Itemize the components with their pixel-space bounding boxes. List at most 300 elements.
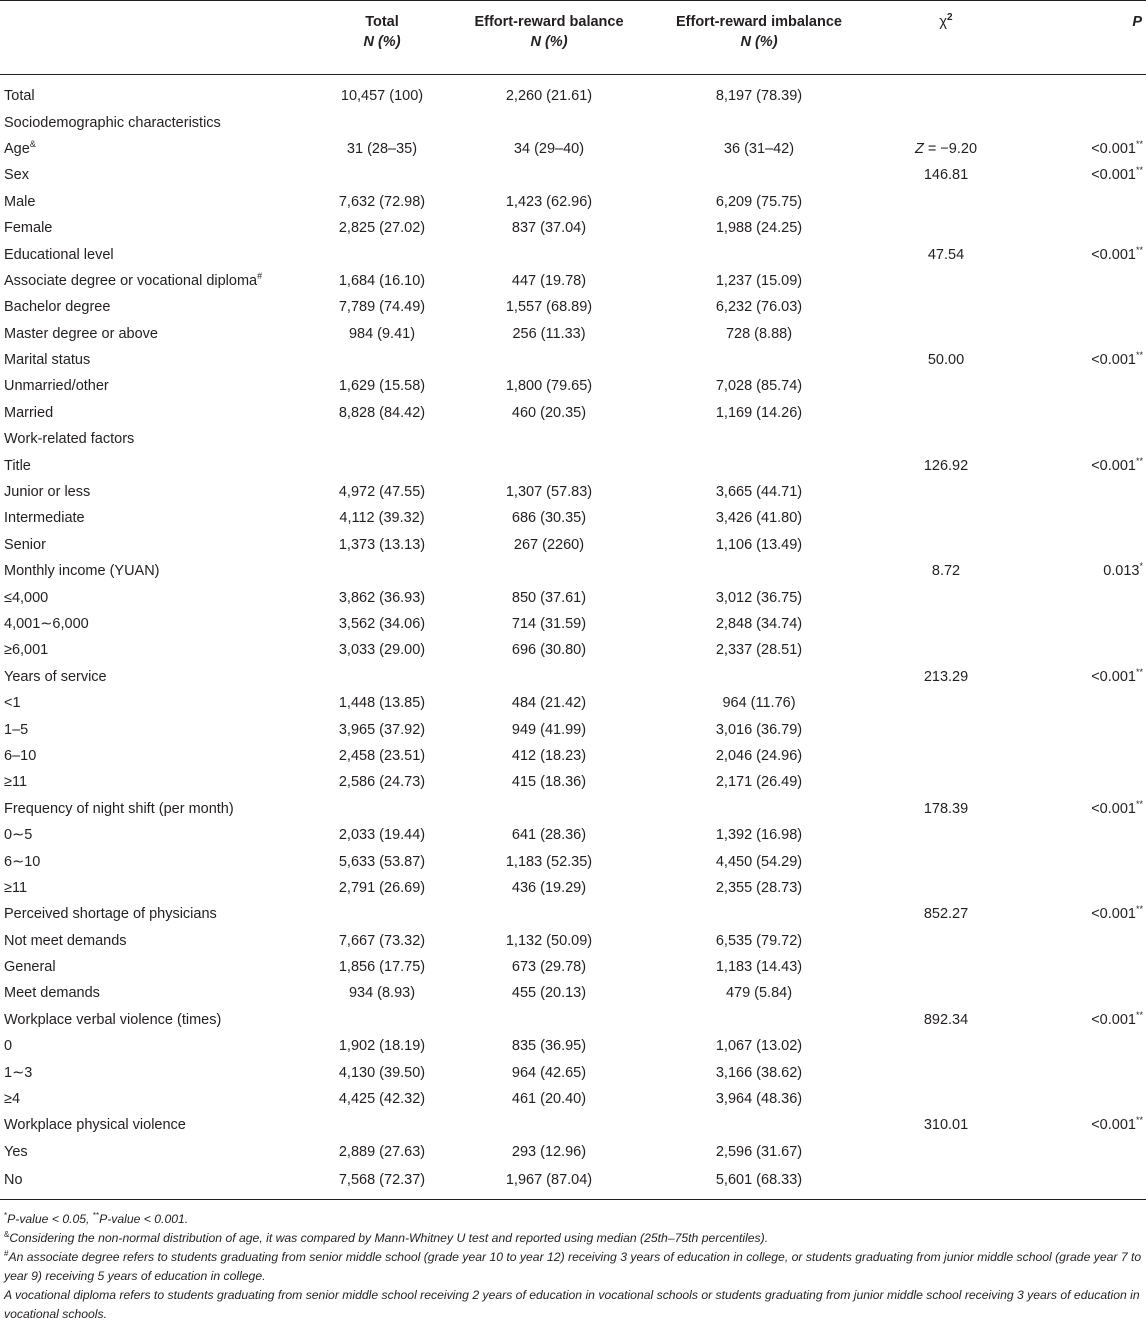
table-row — [0, 822, 1146, 848]
table-row — [0, 347, 1146, 373]
table-row — [0, 901, 1146, 927]
cell-statistic — [884, 532, 1008, 558]
row-label-text: ≥11 — [4, 879, 28, 896]
cell-p-value — [1008, 928, 1146, 954]
cell-statistic — [884, 162, 1008, 188]
row-label — [0, 980, 300, 1006]
cell-total-text: 3,562 (34.06) — [338, 616, 426, 632]
cell-balance — [464, 875, 634, 901]
cell-balance-text: 686 (30.35) — [511, 510, 587, 527]
header-blank — [0, 1, 300, 35]
table-body — [0, 75, 1146, 1200]
chi-symbol: χ — [939, 14, 948, 30]
cell-balance — [464, 664, 634, 690]
row-label-text: Male — [4, 193, 36, 210]
cell-p-value — [1008, 848, 1146, 874]
table-row — [0, 1112, 1146, 1138]
row-label — [0, 294, 300, 320]
table-row — [0, 294, 1146, 320]
table-row — [0, 664, 1146, 690]
cell-statistic — [884, 611, 1008, 637]
cell-total — [300, 743, 464, 769]
header-total: Total — [300, 1, 464, 35]
cell-balance-text: 964 (42.65) — [511, 1064, 587, 1081]
cell-imbalance-text: 2,171 (26.49) — [715, 774, 803, 791]
cell-balance — [464, 1139, 634, 1165]
cell-imbalance — [634, 716, 884, 742]
table-row — [0, 584, 1146, 610]
cell-p-value — [1008, 637, 1146, 663]
row-label-text: Intermediate — [4, 510, 85, 527]
cell-imbalance — [634, 954, 884, 980]
cell-p-value — [1008, 716, 1146, 742]
row-label-text: Educational level — [4, 246, 114, 263]
cell-statistic — [884, 637, 1008, 663]
cell-total — [300, 1112, 464, 1138]
cell-p-value-text: <0.001 — [1091, 800, 1136, 817]
cell-balance-text: 673 (29.78) — [511, 959, 587, 976]
cell-balance-text: 696 (30.80) — [511, 642, 587, 659]
cell-balance-text: 1,183 (52.35) — [505, 853, 593, 870]
cell-imbalance-text: 3,426 (41.80) — [715, 510, 803, 527]
cell-imbalance-text: 2,596 (31.67) — [715, 1143, 803, 1160]
cell-p-value-text: 0.013 — [1103, 563, 1140, 580]
row-label — [0, 716, 300, 742]
table-row — [0, 637, 1146, 663]
row-label — [0, 1139, 300, 1165]
cell-total — [300, 796, 464, 822]
cell-imbalance-text: 479 (5.84) — [725, 985, 793, 1002]
row-label — [0, 109, 300, 135]
cell-p-value-text: <0.001 — [1091, 668, 1136, 685]
table-row — [0, 716, 1146, 742]
cell-balance-text: 641 (28.36) — [511, 827, 587, 844]
cell-imbalance — [634, 690, 884, 716]
row-label-text: Master degree or above — [4, 325, 158, 342]
cell-statistic — [884, 1033, 1008, 1059]
cell-total — [300, 1139, 464, 1165]
cell-total — [300, 1059, 464, 1085]
cell-imbalance — [634, 136, 884, 162]
header-imbalance: Effort-reward imbalance — [634, 1, 884, 35]
cell-p-value — [1008, 822, 1146, 848]
cell-balance-text: 455 (20.13) — [511, 985, 587, 1002]
cell-p-value — [1008, 532, 1146, 558]
footnote-mark-single: * — [4, 1210, 8, 1220]
row-label — [0, 321, 300, 347]
footnote-age — [4, 1229, 1142, 1248]
cell-total-text: 2,889 (27.63) — [338, 1143, 426, 1160]
table-row — [0, 743, 1146, 769]
row-label — [0, 690, 300, 716]
table-row — [0, 1033, 1146, 1059]
cell-p-value — [1008, 743, 1146, 769]
row-label — [0, 637, 300, 663]
cell-p-value-superscript: ** — [1135, 904, 1143, 915]
cell-statistic — [884, 1086, 1008, 1112]
cell-statistic-text: Z = −9.20 — [914, 140, 978, 157]
cell-p-value — [1008, 1112, 1146, 1138]
cell-imbalance-text: 964 (11.76) — [722, 695, 796, 712]
cell-total — [300, 611, 464, 637]
cell-total-text: 8,828 (84.42) — [338, 404, 426, 421]
row-label — [0, 664, 300, 690]
cell-imbalance-text: 1,988 (24.25) — [715, 220, 803, 237]
cell-balance — [464, 1059, 634, 1085]
cell-statistic — [884, 400, 1008, 426]
cell-statistic — [884, 109, 1008, 135]
cell-p-value — [1008, 75, 1146, 110]
cell-imbalance — [634, 452, 884, 478]
row-label — [0, 479, 300, 505]
cell-statistic — [884, 848, 1008, 874]
cell-balance — [464, 743, 634, 769]
table-row — [0, 75, 1146, 110]
cell-statistic — [884, 1059, 1008, 1085]
cell-imbalance-text: 5,601 (68.33) — [715, 1172, 803, 1189]
cell-p-value-text: <0.001 — [1091, 457, 1136, 474]
cell-p-value-text: <0.001 — [1091, 352, 1136, 369]
cell-total — [300, 452, 464, 478]
cell-p-value-superscript: ** — [1135, 244, 1143, 255]
cell-p-value-superscript: ** — [1135, 350, 1143, 361]
cell-imbalance-text: 1,169 (14.26) — [715, 404, 803, 421]
footnote-associate-degree — [4, 1248, 1142, 1286]
cell-balance-text: 1,800 (79.65) — [505, 378, 593, 395]
cell-statistic — [884, 928, 1008, 954]
cell-total — [300, 716, 464, 742]
cell-balance-text: 412 (18.23) — [511, 747, 587, 764]
row-label-text: 6–10 — [4, 747, 37, 764]
cell-total — [300, 479, 464, 505]
cell-statistic — [884, 690, 1008, 716]
cell-total — [300, 505, 464, 531]
cell-balance-text: 949 (41.99) — [511, 721, 587, 738]
cell-p-value — [1008, 1165, 1146, 1200]
row-label-text: Perceived shortage of physicians — [4, 906, 217, 923]
cell-p-value-text: <0.001 — [1091, 140, 1136, 157]
cell-p-value-superscript: ** — [1135, 455, 1143, 466]
cell-statistic-text: 126.92 — [923, 457, 969, 474]
row-label-text: Associate degree or vocational diploma — [4, 272, 258, 289]
table-row — [0, 452, 1146, 478]
footnotes — [0, 1200, 1146, 1324]
cell-balance — [464, 75, 634, 110]
cell-balance — [464, 980, 634, 1006]
cell-p-value — [1008, 479, 1146, 505]
cell-balance-text: 835 (36.95) — [511, 1038, 587, 1055]
cell-total — [300, 769, 464, 795]
cell-total-text: 7,667 (73.32) — [338, 932, 426, 949]
cell-statistic — [884, 875, 1008, 901]
cell-p-value — [1008, 347, 1146, 373]
cell-imbalance — [634, 400, 884, 426]
cell-p-value-superscript: ** — [1135, 666, 1143, 677]
table-row — [0, 189, 1146, 215]
cell-total-text: 2,033 (19.44) — [338, 827, 426, 844]
cell-statistic-text: 8.72 — [931, 563, 961, 580]
cell-imbalance — [634, 162, 884, 188]
row-label — [0, 532, 300, 558]
table-row — [0, 875, 1146, 901]
cell-p-value-superscript: ** — [1135, 1010, 1143, 1021]
cell-p-value — [1008, 136, 1146, 162]
subheader-total-n: N (%) — [300, 34, 464, 75]
cell-balance-text: 2,260 (21.61) — [505, 88, 593, 105]
table-row — [0, 769, 1146, 795]
row-label — [0, 75, 300, 110]
cell-total — [300, 558, 464, 584]
table-row — [0, 241, 1146, 267]
table-row — [0, 796, 1146, 822]
cell-imbalance-text: 36 (31–42) — [723, 140, 795, 157]
cell-p-value — [1008, 1139, 1146, 1165]
row-label-text: Sociodemographic characteristics — [4, 114, 221, 131]
cell-statistic — [884, 426, 1008, 452]
cell-imbalance — [634, 1033, 884, 1059]
cell-balance — [464, 321, 634, 347]
row-label-text: Marital status — [4, 352, 91, 369]
cell-total-text: 31 (28–35) — [346, 140, 418, 157]
cell-statistic — [884, 1139, 1008, 1165]
cell-imbalance — [634, 1007, 884, 1033]
cell-p-value — [1008, 373, 1146, 399]
cell-balance-text: 461 (20.40) — [511, 1091, 587, 1108]
cell-total — [300, 637, 464, 663]
table-row — [0, 980, 1146, 1006]
cell-imbalance — [634, 848, 884, 874]
cell-balance — [464, 769, 634, 795]
row-label-text: Sex — [4, 167, 29, 184]
cell-balance — [464, 954, 634, 980]
cell-total-text: 2,825 (27.02) — [338, 220, 426, 237]
cell-p-value — [1008, 769, 1146, 795]
row-label — [0, 162, 300, 188]
cell-p-value — [1008, 452, 1146, 478]
cell-imbalance-text: 3,012 (36.75) — [715, 589, 803, 606]
cell-total-text: 7,789 (74.49) — [338, 299, 426, 316]
cell-imbalance — [634, 1139, 884, 1165]
cell-balance — [464, 189, 634, 215]
cell-statistic — [884, 347, 1008, 373]
row-label — [0, 373, 300, 399]
cell-p-value — [1008, 215, 1146, 241]
subheader-chi-blank — [884, 34, 1008, 75]
cell-statistic-text: 213.29 — [923, 668, 969, 685]
cell-statistic — [884, 1165, 1008, 1200]
cell-imbalance-text: 2,337 (28.51) — [715, 642, 803, 659]
cell-imbalance — [634, 189, 884, 215]
cell-imbalance-text: 4,450 (54.29) — [715, 853, 803, 870]
cell-total — [300, 875, 464, 901]
cell-total-text: 934 (8.93) — [348, 985, 416, 1002]
cell-total — [300, 584, 464, 610]
row-label — [0, 347, 300, 373]
cell-statistic — [884, 136, 1008, 162]
cell-total-text: 7,632 (72.98) — [338, 193, 426, 210]
row-label-text: ≤4,000 — [4, 589, 49, 606]
row-label-text: Female — [4, 220, 53, 237]
cell-total-text: 10,457 (100) — [340, 88, 424, 105]
cell-total-text: 1,684 (16.10) — [338, 272, 426, 289]
cell-imbalance — [634, 611, 884, 637]
row-label — [0, 268, 300, 294]
cell-imbalance — [634, 479, 884, 505]
row-label-text: <1 — [4, 695, 21, 712]
cell-balance-text: 1,423 (62.96) — [505, 193, 593, 210]
cell-statistic — [884, 664, 1008, 690]
cell-statistic — [884, 321, 1008, 347]
cell-balance — [464, 241, 634, 267]
cell-total — [300, 75, 464, 110]
cell-balance — [464, 848, 634, 874]
cell-imbalance-text: 6,535 (79.72) — [715, 932, 803, 949]
cell-total — [300, 1007, 464, 1033]
footnote-text: Considering the non-normal distribution of age, it was compared by Mann-Whitney U test and reported using median (25th–75th percentiles). — [9, 1231, 769, 1246]
row-label — [0, 1007, 300, 1033]
cell-p-value — [1008, 1007, 1146, 1033]
table-row — [0, 611, 1146, 637]
cell-balance — [464, 505, 634, 531]
cell-total-text: 4,130 (39.50) — [338, 1064, 426, 1081]
cell-imbalance-text: 3,166 (38.62) — [715, 1064, 803, 1081]
cell-p-value — [1008, 321, 1146, 347]
cell-imbalance — [634, 109, 884, 135]
cell-total — [300, 215, 464, 241]
cell-p-value — [1008, 611, 1146, 637]
cell-imbalance — [634, 1165, 884, 1200]
cell-p-value-text: <0.001 — [1091, 1117, 1136, 1134]
cell-imbalance-text: 1,106 (13.49) — [715, 536, 803, 553]
cell-imbalance — [634, 321, 884, 347]
cell-statistic — [884, 452, 1008, 478]
footnote-mark-ampersand: & — [4, 1229, 10, 1239]
footnote-text: P-value < 0.05, — [7, 1212, 93, 1227]
cell-statistic — [884, 558, 1008, 584]
cell-balance — [464, 690, 634, 716]
cell-balance-text: 1,132 (50.09) — [505, 932, 593, 949]
row-label — [0, 875, 300, 901]
cell-p-value — [1008, 690, 1146, 716]
cell-total-text: 3,033 (29.00) — [338, 642, 426, 659]
cell-balance — [464, 479, 634, 505]
cell-total-text: 4,112 (39.32) — [339, 510, 425, 527]
row-label — [0, 796, 300, 822]
cell-p-value — [1008, 268, 1146, 294]
row-label-text: ≥6,001 — [4, 642, 49, 659]
row-label — [0, 769, 300, 795]
cell-statistic — [884, 1112, 1008, 1138]
table-row — [0, 954, 1146, 980]
cell-balance — [464, 822, 634, 848]
cell-statistic — [884, 716, 1008, 742]
cell-imbalance — [634, 664, 884, 690]
subheader-balance-n: N (%) — [464, 34, 634, 75]
row-label-text: 0∼5 — [4, 827, 33, 844]
cell-total — [300, 268, 464, 294]
cell-imbalance-text: 728 (8.88) — [725, 325, 793, 342]
cell-balance-text: 850 (37.61) — [511, 589, 587, 606]
row-label-text: General — [4, 959, 56, 976]
table-row — [0, 532, 1146, 558]
row-label — [0, 1165, 300, 1200]
cell-total — [300, 294, 464, 320]
cell-p-value — [1008, 426, 1146, 452]
cell-imbalance — [634, 268, 884, 294]
cell-total — [300, 822, 464, 848]
cell-p-value-superscript: * — [1139, 561, 1143, 572]
cell-imbalance — [634, 241, 884, 267]
cell-balance-text: 484 (21.42) — [511, 695, 587, 712]
cell-balance-text: 447 (19.78) — [511, 272, 587, 289]
cell-total — [300, 980, 464, 1006]
cell-imbalance-text: 2,046 (24.96) — [715, 747, 803, 764]
cell-statistic — [884, 1007, 1008, 1033]
row-label-text: Bachelor degree — [4, 299, 111, 316]
cell-statistic-text: 892.34 — [923, 1011, 969, 1028]
cell-imbalance-text: 6,209 (75.75) — [715, 193, 803, 210]
cell-balance — [464, 1007, 634, 1033]
cell-imbalance-text: 1,067 (13.02) — [715, 1038, 803, 1055]
cell-total — [300, 928, 464, 954]
row-label-text: ≥4 — [4, 1091, 21, 1108]
cell-balance — [464, 532, 634, 558]
cell-balance-text: 714 (31.59) — [511, 616, 587, 632]
cell-statistic — [884, 479, 1008, 505]
cell-statistic — [884, 189, 1008, 215]
row-label-text: 1∼3 — [4, 1064, 33, 1081]
cell-p-value — [1008, 241, 1146, 267]
row-label-text: Married — [4, 404, 54, 421]
cell-balance-text: 256 (11.33) — [512, 325, 586, 342]
cell-imbalance — [634, 505, 884, 531]
footnote-text: An associate degree refers to students graduating from senior middle school (grade year 10 to year 12) receiving 3 years of education in college, or students graduating from junior middle school (grade year 7 to year 9) receiving 5 years of education in college. — [4, 1250, 1142, 1284]
row-label — [0, 822, 300, 848]
cell-p-value — [1008, 584, 1146, 610]
cell-imbalance — [634, 822, 884, 848]
row-label-text: Unmarried/other — [4, 378, 109, 395]
table-row — [0, 479, 1146, 505]
header-p: P — [1008, 1, 1146, 35]
row-label — [0, 1086, 300, 1112]
cell-total — [300, 400, 464, 426]
row-label — [0, 189, 300, 215]
row-label-superscript: # — [257, 271, 263, 282]
cell-imbalance-text: 3,665 (44.71) — [715, 484, 803, 501]
cell-imbalance-text: 7,028 (85.74) — [715, 378, 803, 395]
cell-imbalance-text: 1,183 (14.43) — [715, 959, 803, 976]
cell-p-value — [1008, 901, 1146, 927]
cell-statistic — [884, 75, 1008, 110]
cell-total-text: 1,629 (15.58) — [338, 378, 426, 395]
cell-balance — [464, 136, 634, 162]
table-row — [0, 1139, 1146, 1165]
cell-total-text: 2,586 (24.73) — [338, 774, 426, 791]
cell-total — [300, 954, 464, 980]
cell-balance — [464, 294, 634, 320]
cell-balance — [464, 109, 634, 135]
table-row — [0, 373, 1146, 399]
cell-statistic — [884, 901, 1008, 927]
cell-balance — [464, 611, 634, 637]
cell-imbalance — [634, 1059, 884, 1085]
footnote-significance — [4, 1210, 1142, 1229]
row-label-text: Frequency of night shift (per month) — [4, 800, 234, 817]
cell-total — [300, 426, 464, 452]
row-label — [0, 901, 300, 927]
table-row — [0, 1059, 1146, 1085]
cell-imbalance — [634, 426, 884, 452]
